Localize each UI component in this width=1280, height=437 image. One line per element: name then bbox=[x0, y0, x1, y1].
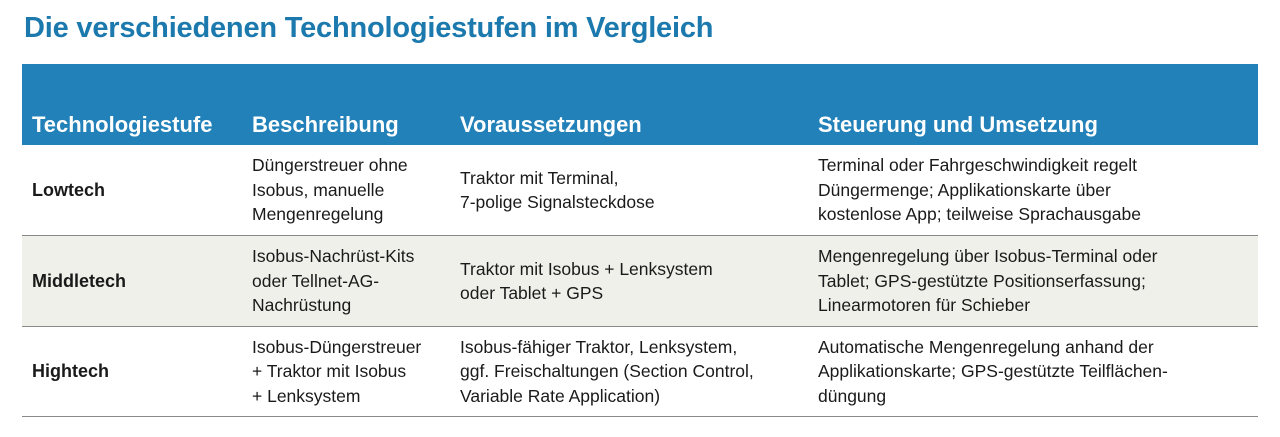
table-row-lowtech bbox=[22, 145, 1258, 236]
requirements-cell bbox=[460, 236, 818, 326]
header-beschreibung: Beschreibung bbox=[252, 112, 399, 137]
header-steuerung: Steuerung und Umsetzung bbox=[818, 112, 1098, 137]
page-title: Die verschiedenen Technologiestufen im Vergleich bbox=[24, 12, 714, 44]
table-row-middletech bbox=[22, 236, 1258, 327]
control-cell bbox=[818, 145, 1258, 235]
header-voraussetzungen: Voraussetzungen bbox=[460, 112, 642, 137]
description-cell bbox=[252, 236, 460, 326]
stage-cell bbox=[32, 145, 252, 235]
requirements-cell bbox=[460, 327, 818, 416]
requirements-text: Traktor mit Terminal, 7-polige Signalsteckdose bbox=[460, 167, 655, 212]
requirements-text: Traktor mit Isobus + Lenksystem oder Tablet + GPS bbox=[460, 258, 713, 303]
stage-label: Hightech bbox=[32, 361, 110, 382]
control-text: Terminal oder Fahrgeschwindigkeit regelt Düngermenge; Applikationskarte über kostenlose App; teilweise Sprachausgabe bbox=[818, 155, 1141, 225]
description-text: Isobus-Düngerstreuer + Traktor mit Isobus + Lenksystem bbox=[252, 336, 422, 406]
description-text: Düngerstreuer ohne Isobus, manuelle Mengenregelung bbox=[252, 155, 408, 225]
table-row-hightech bbox=[22, 327, 1258, 417]
description-cell bbox=[252, 145, 460, 235]
stage-cell bbox=[32, 236, 252, 326]
requirements-cell bbox=[460, 145, 818, 235]
control-text: Automatische Mengenregelung anhand der Applikationskarte; GPS-gestützte Teilflächen- düngung bbox=[818, 336, 1168, 406]
requirements-text: Isobus-fähiger Traktor, Lenksystem, ggf. Freischaltungen (Section Control, Variable Rate Application) bbox=[460, 336, 754, 406]
header-technologiestufe: Technologiestufe bbox=[32, 112, 213, 137]
description-cell bbox=[252, 327, 460, 416]
description-text: Isobus-Nachrüst-Kits oder Tellnet-AG- Nachrüstung bbox=[252, 246, 415, 316]
control-cell bbox=[818, 236, 1258, 326]
stage-label: Middletech bbox=[32, 270, 127, 291]
stage-label: Lowtech bbox=[32, 179, 106, 200]
control-cell bbox=[818, 327, 1258, 416]
control-text: Mengenregelung über Isobus-Terminal oder Tablet; GPS-gestützte Positionserfassung; Linearmotoren für Schieber bbox=[818, 246, 1158, 316]
comparison-table bbox=[22, 64, 1258, 417]
table-header-row bbox=[22, 64, 1258, 145]
stage-cell bbox=[32, 327, 252, 416]
